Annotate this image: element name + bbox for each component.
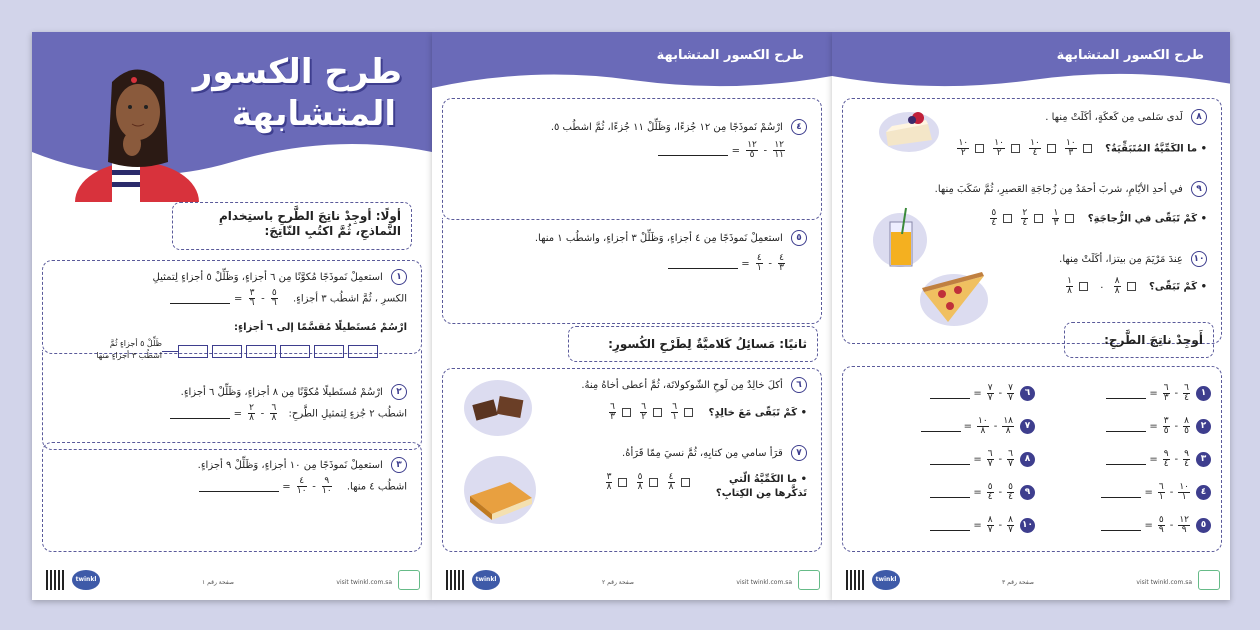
question-ask: كَمْ تَبَقّى؟ [1149,281,1198,293]
option-checkbox[interactable] [622,408,631,417]
fraction: ٦ ٧ [1008,449,1013,469]
section-3-heading [1064,322,1214,358]
fraction: ٥ ٤ [1008,482,1013,502]
worksheet-page-3 [832,32,1230,600]
question-4-line2 [457,141,807,160]
answer-blank[interactable] [1106,422,1146,432]
qr-code-icon [46,570,66,590]
fraction: ٦ ١ [1158,482,1164,502]
option-checkbox[interactable] [1127,282,1136,291]
quality-badge-icon [1198,570,1220,590]
exercise-number: ٧ [1020,419,1035,434]
answer-blank[interactable] [921,422,961,432]
fraction: ٤ ٣ [779,253,784,273]
exercise-number: ٦ [1020,386,1035,401]
fraction: ١٢ ١١ [774,140,784,160]
juice-icon [872,204,928,274]
option-checkbox[interactable] [1047,144,1056,153]
footer-page-number: صفحة رقم ١ [202,579,235,586]
option-checkbox[interactable] [618,478,627,487]
exercise-number: ١ [1196,386,1211,401]
option-checkbox[interactable] [681,478,690,487]
quality-badge-icon [398,570,420,590]
option-checkbox[interactable] [1034,214,1043,223]
fraction: ٤ ١ [756,253,762,273]
question-text: ارْسُمْ مُستَطيلًا مُكوَّنًا مِن ٨ أجزاءٍ، وَظَلِّلْ ٦ أجزاءٍ. [180,387,383,398]
equation: = ٨ ٧ - ٨ ٧ [930,516,1016,535]
exercise-number: ٥ [1196,518,1211,533]
exercise-item [859,410,1035,443]
question-number: ٧ [791,445,807,461]
page-title-line1: طرح الكسور [192,52,402,92]
exercise-item [1035,410,1211,443]
question-5-box [442,218,822,324]
question-text: ارْسُمْ نَموذَجًا مِن ١٢ جُزءًا، وَظَلِّلْ ١١ جُزءًا، ثُمَّ اشطُب ٥. [550,122,783,133]
answer-blank[interactable] [199,482,279,492]
question-1 [57,269,407,286]
fraction: ٣ ٨ [606,472,612,492]
answer-blank[interactable] [1101,521,1141,531]
fraction: ٥ ٤ [991,208,997,228]
fraction: ٥ ٩ [1158,515,1164,535]
fraction: ٦ ٣ [610,402,615,422]
page-footer [432,564,832,600]
chocolate-icon [462,378,534,438]
question-2-box [42,350,422,450]
answer-blank[interactable] [1106,389,1146,399]
header-title: طرح الكسور المتشابهة [656,48,804,63]
fraction: ٩ ٤ [1184,449,1189,469]
answer-options [604,472,694,492]
equation: = ٤ ١٠ - ٩ ١٠ [199,477,334,496]
equation: = ٦ ١ - ١٠ ١ [1101,483,1192,502]
answer-options [988,208,1078,228]
answer-blank[interactable] [658,146,728,156]
footer-page-number: صفحة رقم ٢ [602,579,635,586]
twinkl-logo-icon: twinkl [72,570,100,590]
fraction: ٢ ٨ [249,403,254,423]
fraction: ١ ٣ [1053,208,1059,228]
exercise-row [855,443,1211,476]
option-checkbox[interactable] [649,478,658,487]
question-number: ٦ [791,377,807,393]
question-number: ٤ [791,119,807,135]
question-number: ٨ [1191,109,1207,125]
hint-note-line2: اشطُب ٣ أجزاءٍ منها [96,351,162,360]
equation: = ٦ ٣ - ٦ ٤ [1106,384,1192,403]
question-text: اشطُب ٤ منها. [346,481,407,493]
exercise-number: ٣ [1196,452,1211,467]
question-ask-line2: تَذكَّرها مِن الكِتابِ؟ [715,488,807,499]
question-5 [457,230,807,247]
answer-blank[interactable] [930,488,970,498]
equation: = ٤ ١ - ٤ ٣ [668,254,787,273]
question-number: ٩ [1191,181,1207,197]
exercise-row [855,476,1211,509]
draw-instruction: ارْسُمْ مُستَطيلًا مُقسَّمًا إلى ٦ أجزاءٍ: [234,322,407,333]
exercise-item [1035,476,1211,509]
worksheet-page-1 [32,32,432,600]
answer-blank[interactable] [1106,455,1146,465]
question-9-ask: • كَمْ تَبَقّى في الزُّجاجَةِ؟ ١ ٣ ٢ ٤ ٥ ٤ [857,209,1207,228]
section-text: أَوجِدْ ناتِجَ الطَّرحِ: [1104,333,1203,347]
question-2-line2 [57,404,407,423]
question-10-ask: • كَمْ تَبَقّى؟ ٨ ٨ ٠ ١ ٨ [857,277,1207,296]
fraction: ٤ ١٠ [296,476,307,496]
question-text: الكسرِ ، ثُمَّ اشطُب ٣ أجزاءٍ. [292,293,407,305]
question-6-ask: • كَمْ تَبَقّى مَعَ خالِدٍ؟ ٦ ١ ٦ ٢ ٦ ٣ [457,403,807,422]
fraction: ٧ ٧ [987,383,993,403]
fraction: ١٨ ٨ [1003,416,1013,436]
exercise-number: ١٠ [1020,518,1035,533]
answer-options [607,402,697,422]
girl-thinking-illustration [72,52,202,202]
footer-url[interactable]: visit twinkl.com.sa [1136,579,1192,586]
question-4 [457,119,807,136]
fraction: ٨ ٥ [1184,416,1189,436]
page-footer [832,564,1230,600]
question-number: ٥ [791,230,807,246]
fraction: ١٠ ١ [1179,482,1189,502]
fraction: ١٠ ٢ [958,138,969,158]
fraction: ٨ ٧ [987,515,993,535]
pizza-icon [918,270,990,326]
question-number: ١ [391,269,407,285]
question-text: استعمِلْ نَموذَجًا مِن ٤ أجزاءٍ، وَظَلِّلْ ٣ أجزاءٍ، واشطُب ١ منها. [534,233,783,244]
fraction: ١٠ ٣ [1066,138,1076,158]
cake-icon [878,102,940,152]
question-text: اشطُب ٢ جُزءٍ لِتمثيلِ الطَّرحِ: [288,408,407,420]
footer-url[interactable]: visit twinkl.com.sa [336,579,392,586]
option-checkbox[interactable] [1011,144,1020,153]
twinkl-logo-icon: twinkl [872,570,900,590]
question-4-box [442,98,822,220]
fraction: ١٢ ٥ [747,140,757,160]
answer-blank[interactable] [170,409,230,419]
question-text: عِندَ مَرْيَمَ مِن بيتزا، أكَلَتْ مِنها. [1059,254,1183,265]
question-number: ١٠ [1191,251,1207,267]
answer-blank[interactable] [930,455,970,465]
option-checkbox[interactable] [653,408,662,417]
question-3-line2 [57,477,407,496]
equation: = ١٢ ٥ - ١٢ ١١ [658,141,787,160]
question-5-line2 [457,254,807,273]
question-ask: كَمْ تَبَقّى في الزُّجاجَةِ؟ [1087,213,1198,225]
section-1-heading: أولًا: أوجِدْ ناتِجَ الطَّرحِ باستِخدامِ النَّماذجِ، ثُمَّ اكتُبِ النّاتِجَ: [172,202,412,250]
section-2-heading [568,326,818,362]
exercise-item [1035,377,1211,410]
fraction: ٣ ٥ [1163,416,1169,436]
equation: = ٣ ٥ - ٨ ٥ [1106,417,1192,436]
footer-page-number: صفحة رقم ٣ [1002,579,1035,586]
answer-blank[interactable] [1101,488,1141,498]
exercise-item [859,443,1035,476]
option-checkbox[interactable] [1003,214,1012,223]
equation: = ٣ ٦ - ٥ ٦ [170,289,279,308]
exercise-number: ٤ [1196,485,1211,500]
exercise-row [855,509,1211,542]
exercise-item [859,476,1035,509]
equation: = ٩ ٤ - ٩ ٤ [1106,450,1192,469]
fraction: ٤ ٨ [668,472,674,492]
page-footer [32,564,432,600]
option-checkbox[interactable] [1065,214,1074,223]
equation: = ٥ ٤ - ٥ ٤ [930,483,1016,502]
question-text: لَدى سَلمى مِن كَعكَةٍ، أكَلَتْ مِنها . [1045,112,1183,123]
fraction: ٢ ٤ [1022,208,1028,228]
question-3-box [42,442,422,552]
exercise-item [859,377,1035,410]
question-ask-line1: ما الكَمِّيَّةُ الّتي [728,474,798,485]
fraction: ٥ ٦ [271,288,277,308]
question-ask: ما الكَمِّيَّةُ المُتَبَقِّيَةُ؟ [1105,143,1198,155]
fraction: ٦ ٤ [1184,383,1189,403]
fraction: ٦ ٨ [271,403,277,423]
header-title: طرح الكسور المتشابهة [1056,48,1204,63]
equation: = ١٠ ٨ - ١٨ ٨ [921,417,1016,436]
exercise-item [1035,509,1211,542]
fraction: ٦ ٧ [987,449,993,469]
question-9 [857,181,1207,198]
question-2 [57,384,407,401]
exercise-number: ٢ [1196,419,1211,434]
section-text: مَسائِلُ كَلاميَّةٌ لِطَرْحِ الكُسورِ: [608,337,776,351]
fraction: ١ ٨ [1067,276,1072,296]
exercise-item [1035,443,1211,476]
exercise-row [855,410,1211,443]
answer-blank[interactable] [930,389,970,399]
twinkl-logo-icon: twinkl [472,570,500,590]
option-checkbox[interactable] [975,144,984,153]
qr-code-icon [846,570,866,590]
fraction: ٨ ٨ [1114,276,1120,296]
question-text: قرَأ سامي مِن كتابِهِ، ثُمَّ نسيَ مِمّا قَرَأهُ. [622,448,783,459]
fraction: ١٠ ٢ [994,138,1004,158]
exercise-grid [855,377,1211,542]
fraction: ١٠ ٨ [978,416,988,436]
answer-blank[interactable] [170,294,230,304]
question-ask: كَمْ تَبَقّى مَعَ خالِدٍ؟ [708,407,798,419]
question-7-ask: • ما الكَمِّيَّةُ الّتي تَذكَّرها مِن الكِتابِ؟ ٤ ٨ ٥ ٨ ٣ ٨ [457,473,807,501]
question-1-line2 [57,289,407,308]
question-text: في أحدِ الأيّامِ، شربَ أحمَدُ مِن زُجاجَةِ العَصيرِ، ثُمَّ سَكَبَ مِنها. [934,184,1183,195]
fraction: ٣ ٦ [249,288,255,308]
hint-note-line1: ظَلِّلْ ٥ أجزاءٍ ثُمَّ [109,339,162,348]
page-title-line2: المتشابهة [231,94,396,134]
equation: = ٥ ٩ - ١٢ ٩ [1101,516,1192,535]
fraction: ٦ ١ [672,402,678,422]
exercise-number: ٩ [1020,485,1035,500]
fraction: ٥ ٤ [987,482,993,502]
exercise-number: ٨ [1020,452,1035,467]
fraction: ١٠ ٤ [1030,138,1040,158]
worksheet-page-2 [432,32,832,600]
exercises-box [842,366,1222,552]
qr-code-icon [446,570,466,590]
question-text: استعمِلْ نَموذَجًا مُكوَّنًا مِن ٦ أجزاءٍ، وَظَلِّلْ ٥ أجزاءٍ لِتمثيلِ [152,272,383,283]
fraction: ٩ ٤ [1163,449,1169,469]
section-label: ثانيًا: [779,337,807,351]
option-checkbox[interactable] [684,408,693,417]
fraction: ٨ ٧ [1008,515,1013,535]
answer-blank[interactable] [930,521,970,531]
footer-url[interactable]: visit twinkl.com.sa [736,579,792,586]
fraction: ٥ ٨ [637,472,643,492]
option-zero: ٠ [1099,281,1105,293]
fraction: ٧ ٧ [1008,383,1013,403]
exercise-row [855,377,1211,410]
fraction: ٦ ٢ [641,402,647,422]
fraction: ٦ ٣ [1163,383,1169,403]
question-8-ask: • ما الكَمِّيَّةُ المُتَبَقِّيَةُ؟ ١٠ ٣ ١٠ ٤ ١٠ ٢ ١٠ ٢ [857,139,1207,158]
option-checkbox[interactable] [1083,144,1092,153]
question-text: استعمِلْ نَموذَجًا مِن ١٠ أجزاءٍ، وَظَلِّلْ ٩ أجزاءٍ. [197,460,383,471]
equation: = ٢ ٨ - ٦ ٨ [170,404,279,423]
exercise-item [859,509,1035,542]
option-checkbox[interactable] [1079,282,1088,291]
equation: = ٦ ٧ - ٦ ٧ [930,450,1016,469]
question-text: أكلَ خالِدٌ مِن لَوحِ الشّوكولاتَة، ثُمَّ أعطى أخاهُ مِنهُ. [581,380,783,391]
fraction: ٩ ١٠ [322,476,332,496]
fraction: ١٢ ٩ [1179,515,1189,535]
book-icon [462,452,538,526]
answer-blank[interactable] [668,259,738,269]
question-number: ٣ [391,457,407,473]
quality-badge-icon [798,570,820,590]
question-number: ٢ [391,384,407,400]
equation: = ٧ ٧ - ٧ ٧ [930,384,1016,403]
question-3 [57,457,407,474]
